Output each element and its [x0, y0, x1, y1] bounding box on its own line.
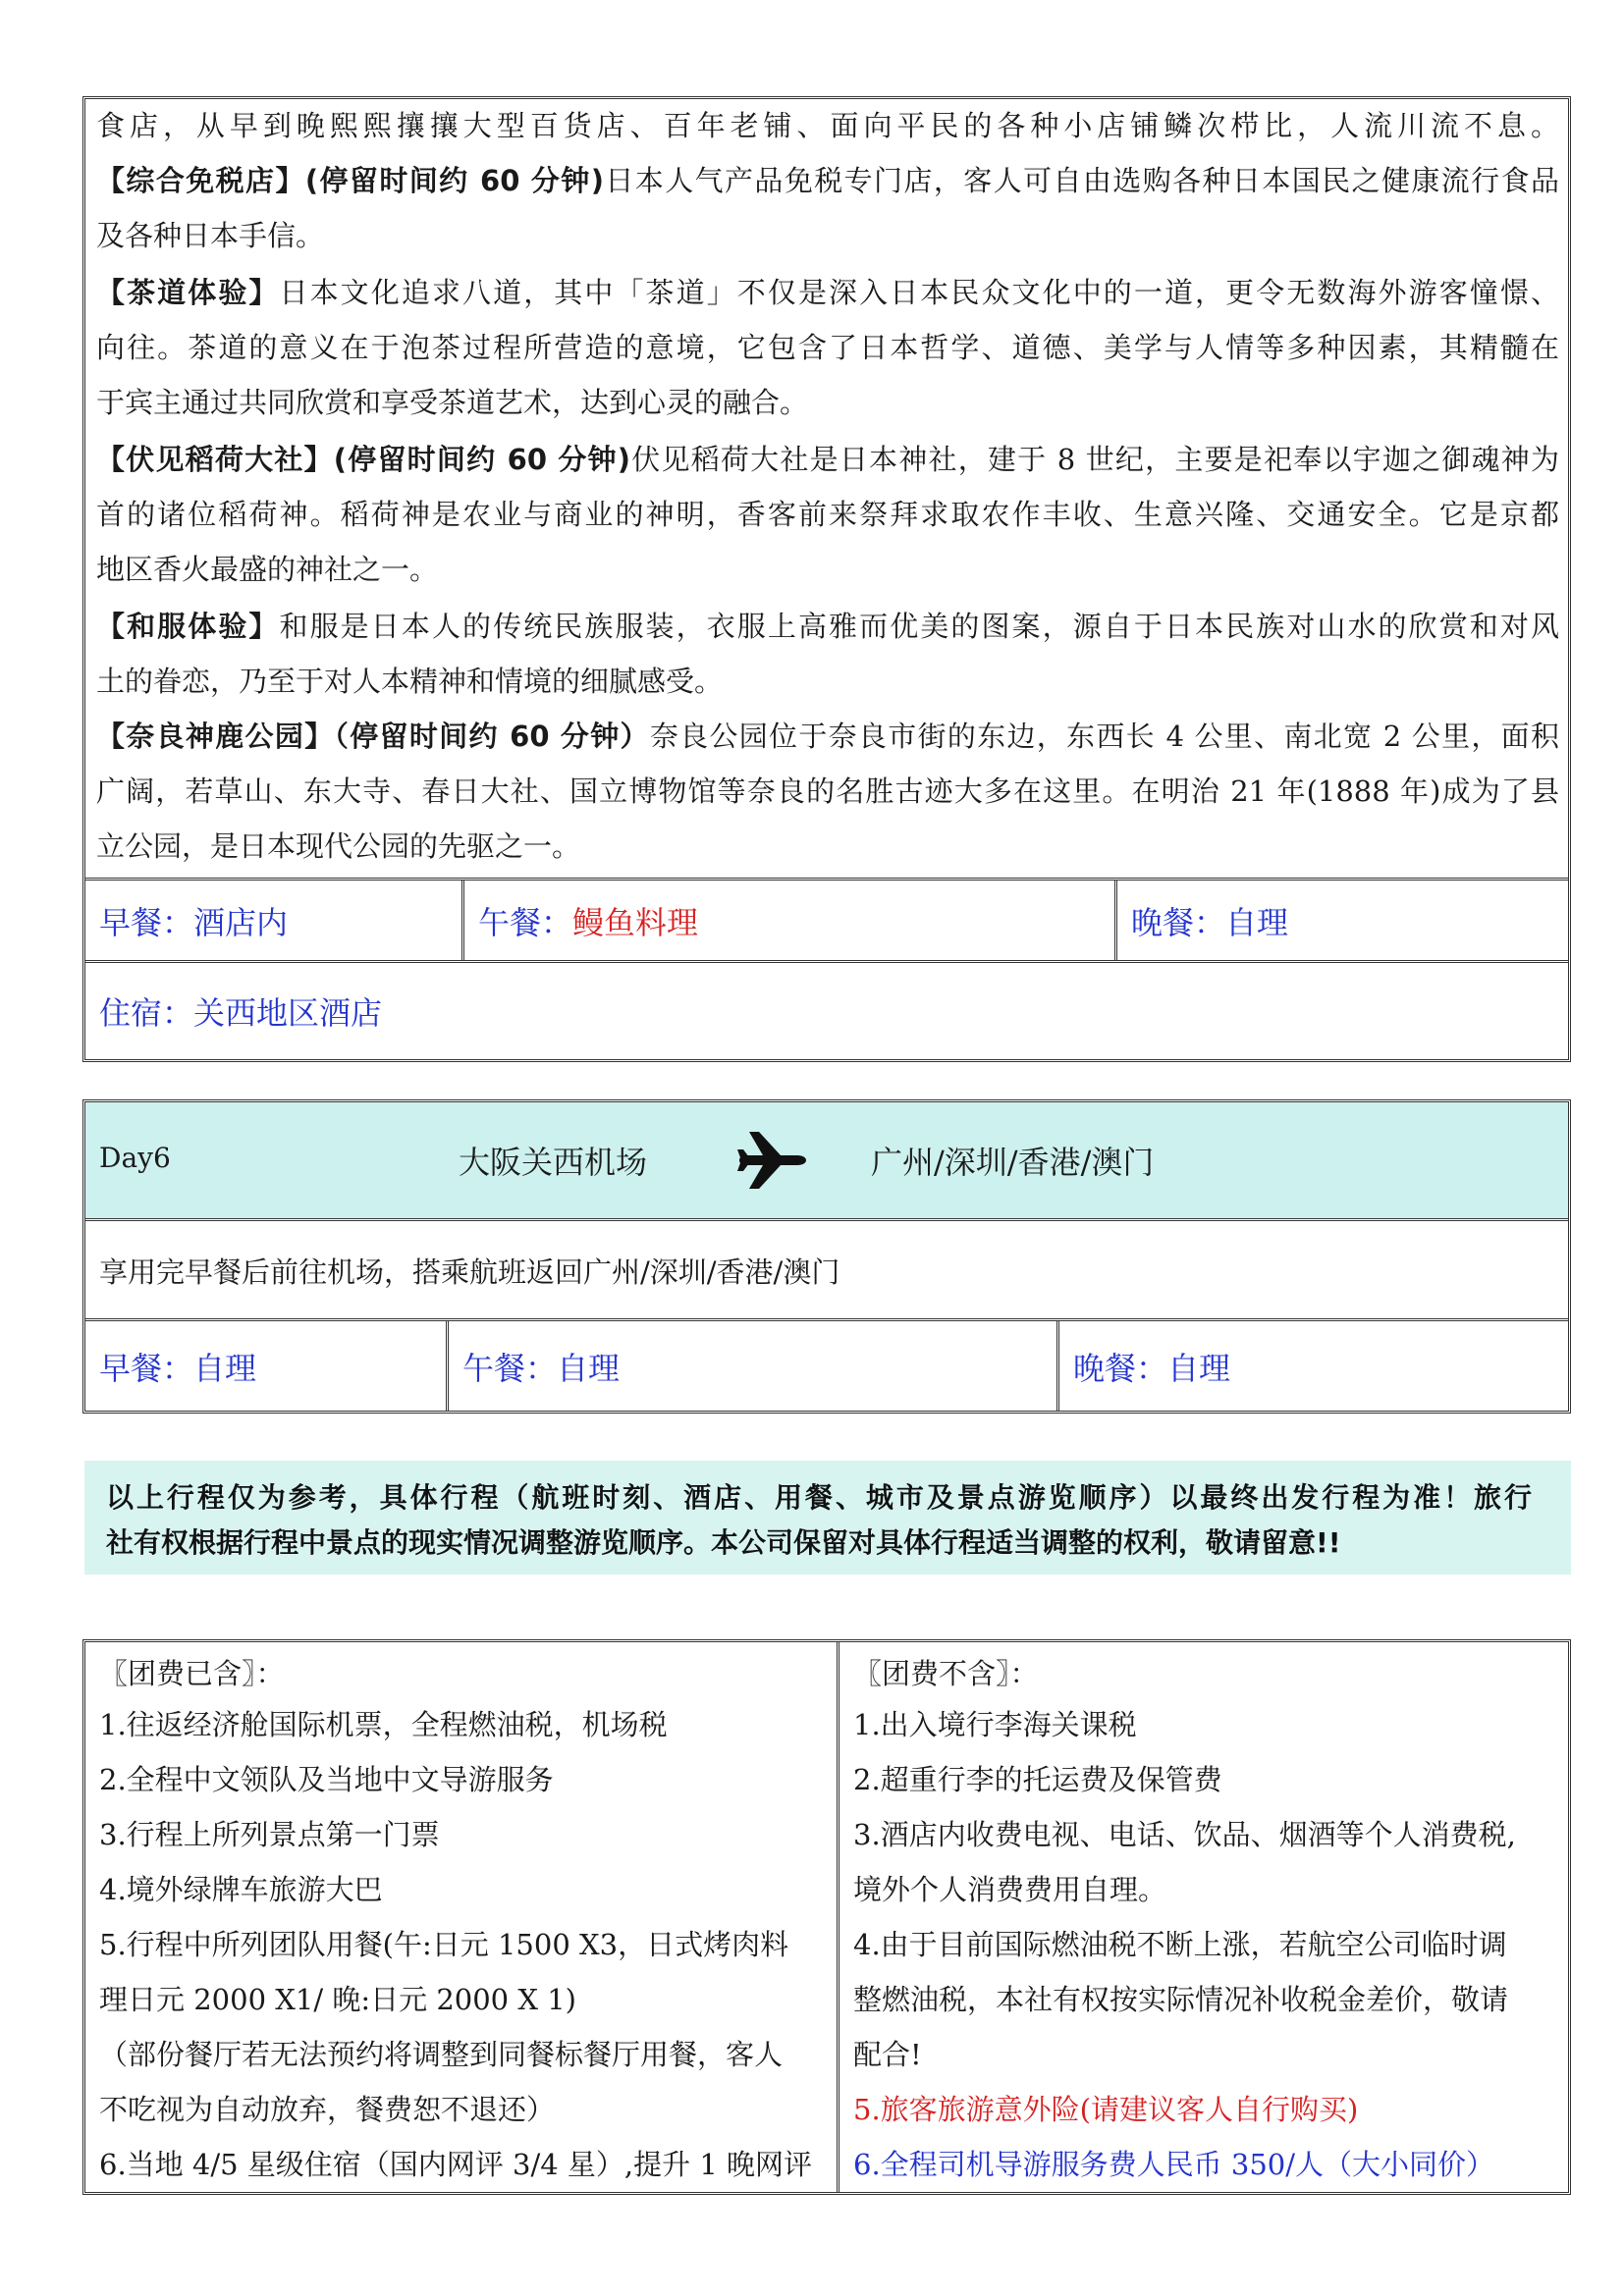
day6-label: Day6	[99, 1142, 171, 1174]
day6-from: 大阪关西机场	[459, 1144, 648, 1181]
d6-breakfast-label: 早餐：	[99, 1349, 194, 1387]
tea-title: 【茶道体验】	[96, 276, 280, 309]
fees-table	[82, 1639, 1571, 2195]
included-item: 理日元 2000 X1/ 晚:日元 2000 X 1)	[99, 1983, 576, 2016]
d6-lunch-value: 自理	[557, 1349, 621, 1387]
day6-dinner-cell	[1056, 1321, 1568, 1411]
day5-dinner-cell	[1114, 881, 1568, 960]
nara-line2: 广阔，若草山、东大寺、春日大社、国立博物馆等奈良的名胜古迹大多在这里。在明治 21 年(1888 年)成为了县	[96, 774, 1559, 808]
included-item: 3.行程上所列景点第一门票	[99, 1818, 440, 1851]
day5-hotel-row	[85, 960, 1568, 1059]
excluded-item: 整燃油税，本社有权按实际情况补收税金差价，敬请	[853, 1983, 1509, 2016]
breakfast-value: 酒店内	[193, 903, 289, 941]
excluded-insurance: 5.旅客旅游意外险(请建议客人自行购买)	[853, 2093, 1359, 2126]
included-item: 4.境外绿牌车旅游大巴	[99, 1873, 383, 1906]
notice-line1: 以上行程仅为参考，具体行程（航班时刻、酒店、用餐、城市及景点游览顺序）以最终出发行程为准！旅行	[106, 1481, 1532, 1514]
included-title: 〖团费已含〗：	[99, 1657, 285, 1690]
inari-line3: 地区香火最盛的神社之一。	[96, 553, 439, 586]
day5-breakfast-cell	[85, 881, 461, 960]
dinner-label: 晚餐：	[1131, 903, 1226, 941]
day6-lunch-cell	[446, 1321, 1056, 1411]
notice-box	[84, 1461, 1571, 1575]
included-item: 6.当地 4/5 星级住宿（国内网评 3/4 星）,提升 1 晚网评	[99, 2148, 812, 2181]
lunch-label: 午餐：	[478, 903, 573, 941]
dutyfree-title: 【综合免税店】(停留时间约 60 分钟)	[96, 164, 604, 197]
day6-desc-row	[85, 1218, 1568, 1318]
day6-desc: 享用完早餐后前往机场，搭乘航班返回广州/深圳/香港/澳门	[99, 1255, 840, 1289]
day6-to: 广州/深圳/香港/澳门	[871, 1144, 1155, 1181]
day6-meals-row	[85, 1318, 1568, 1411]
kimono-text: 和服是日本人的传统民族服装，衣服上高雅而优美的图案，源自于日本民族对山水的欣赏和对风	[279, 610, 1559, 643]
inari-text: 伏见稻荷大社是日本神社，建于 8 世纪，主要是祀奉以宇迦之御魂神为	[630, 443, 1560, 476]
dutyfree-line2: 及各种日本手信。	[96, 219, 325, 252]
nara-line1	[96, 709, 1559, 764]
hotel-value: 关西地区酒店	[193, 994, 383, 1032]
hotel-cell	[85, 963, 1568, 1059]
lunch-value: 鳗鱼料理	[572, 903, 699, 941]
tea-line3: 于宾主通过共同欣赏和享受茶道艺术，达到心灵的融合。	[96, 386, 809, 419]
airplane-icon	[735, 1128, 808, 1193]
excluded-service-fee: 6.全程司机导游服务费人民币 350/人（大小同价）	[853, 2148, 1495, 2181]
included-item: 1.往返经济舱国际机票，全程燃油税，机场税	[99, 1708, 668, 1741]
excluded-item: 1.出入境行李海关课税	[853, 1708, 1137, 1741]
notice-line2: 社有权根据行程中景点的现实情况调整游览顺序。本公司保留对具体行程适当调整的权利，敬请留意!!	[106, 1526, 1341, 1559]
dutyfree-text: 日本人气产品免税专门店，客人可自由选购各种日本国民之健康流行食品	[603, 164, 1559, 197]
tea-line2: 向往。茶道的意义在于泡茶过程所营造的意境，它包含了日本哲学、道德、美学与人情等多种因素，其精髓在	[96, 331, 1559, 364]
excluded-item: 4.由于目前国际燃油税不断上涨，若航空公司临时调	[853, 1928, 1507, 1961]
included-item: 不吃视为自动放弃，餐费恕不退还）	[99, 2093, 556, 2126]
d6-dinner-value: 自理	[1167, 1349, 1231, 1387]
inari-line1	[96, 432, 1559, 487]
dutyfree-line1	[96, 153, 1559, 208]
day6-breakfast-cell	[85, 1321, 446, 1411]
excluded-item: 2.超重行李的托运费及保管费	[853, 1763, 1222, 1796]
excluded-title: 〖团费不含〗：	[853, 1657, 1039, 1690]
fees-excluded-col	[839, 1642, 1568, 2192]
day5-lunch-cell	[461, 881, 1114, 960]
excluded-item: 配合!	[853, 2038, 922, 2071]
kimono-title: 【和服体验】	[96, 610, 280, 643]
d6-breakfast-value: 自理	[193, 1349, 257, 1387]
breakfast-label: 早餐：	[99, 903, 194, 941]
inari-title: 【伏见稻荷大社】(停留时间约 60 分钟)	[96, 443, 631, 476]
excluded-item: 3.酒店内收费电视、电话、饮品、烟酒等个人消费税,	[853, 1818, 1516, 1851]
excluded-item: 境外个人消费费用自理。	[853, 1873, 1167, 1906]
tea-line1	[96, 265, 1559, 320]
inari-line2: 首的诸位稻荷神。稻荷神是农业与商业的神明，香客前来祭拜求取农作丰收、生意兴隆、交通安全。它是京都	[96, 498, 1559, 531]
nara-title: 【奈良神鹿公园】（停留时间约 60 分钟）	[96, 720, 650, 753]
included-item: 2.全程中文领队及当地中文导游服务	[99, 1763, 554, 1796]
d6-lunch-label: 午餐：	[462, 1349, 558, 1387]
intro-tail: 食店，从早到晚熙熙攘攘大型百货店、百年老铺、面向平民的各种小店铺鳞次栉比，人流川流不息。	[96, 109, 1559, 142]
kimono-line2: 土的眷恋，乃至于对人本精神和情境的细腻感受。	[96, 665, 724, 698]
day6-header	[85, 1102, 1568, 1218]
nara-text: 奈良公园位于奈良市街的东边，东西长 4 公里、南北宽 2 公里，面积	[649, 720, 1559, 753]
included-item: （部份餐厅若无法预约将调整到同餐标餐厅用餐，客人	[99, 2038, 784, 2071]
nara-line3: 立公园，是日本现代公园的先驱之一。	[96, 829, 581, 863]
kimono-line1	[96, 599, 1559, 654]
fees-included-col	[85, 1642, 839, 2192]
d6-dinner-label: 晚餐：	[1073, 1349, 1168, 1387]
tea-text: 日本文化追求八道，其中「茶道」不仅是深入日本民众文化中的一道，更令无数海外游客憧憬、	[279, 276, 1559, 309]
day5-meals-row	[85, 878, 1568, 960]
included-item: 5.行程中所列团队用餐(午:日元 1500 X3，日式烤肉料	[99, 1928, 789, 1961]
hotel-label: 住宿：	[99, 994, 194, 1032]
dinner-value: 自理	[1225, 903, 1289, 941]
